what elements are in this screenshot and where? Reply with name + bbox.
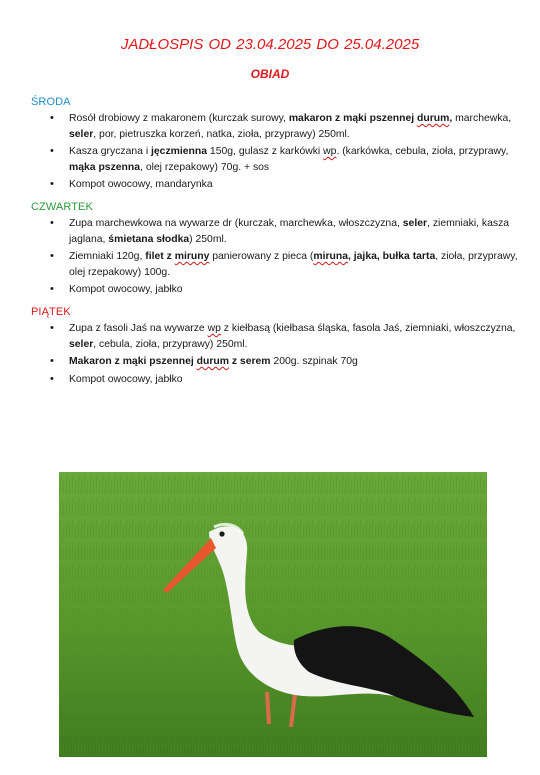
menu-item-text: Kompot owocowy, jabłko: [69, 284, 183, 296]
day-heading-czwartek: CZWARTEK: [31, 201, 93, 213]
menu-item-text: miruna: [313, 251, 348, 263]
menu-item-text: . (karkówka, cebula, zioła, przyprawy,: [336, 146, 509, 158]
menu-item: [31, 282, 521, 298]
menu-item-text: durum: [196, 356, 229, 368]
menu-item-text: Ziemniaki 120g,: [69, 251, 146, 263]
menu-item-text: , zioła, przyprawy, olej rzepakowy) 100g.: [69, 251, 518, 278]
menu-item-text: 150g, gulasz z karkówki: [207, 146, 324, 158]
menu-item-text: bułka tarta: [382, 251, 436, 263]
menu-item-text: panierowany z pieca (: [209, 251, 314, 263]
menu-item-text: , olej rzepakowy) 70g. + sos: [140, 161, 270, 173]
menu-item-text: Makaron z mąki pszennej: [69, 356, 197, 368]
menu-item: [31, 111, 521, 142]
menu-item: [31, 249, 521, 280]
menu-item: [31, 177, 521, 193]
menu-item: [31, 354, 521, 370]
menu-item-text: seler: [69, 128, 94, 140]
menu-item-text: ,: [449, 113, 453, 124]
menu-item-text: Rosół drobiowy z makaronem (kurczak surowy,: [69, 113, 289, 124]
menu-item-text: , ziemniaki, kasza jaglana,: [69, 218, 510, 245]
stork-photo: [59, 472, 487, 757]
menu-item-text: makaron z mąki pszennej: [288, 113, 418, 124]
day-heading-piatek: PIĄTEK: [31, 306, 71, 318]
menu-item-text: , cebula, zioła, przyprawy) 250ml.: [93, 338, 248, 350]
grass-texture: [59, 472, 487, 757]
menu-item-text: jęczmienna: [151, 146, 208, 158]
menu-item-text: z serem: [228, 356, 271, 368]
meal-subtitle: OBIAD: [250, 67, 290, 81]
menu-item-text: seler: [402, 218, 428, 229]
menu-list-sroda: [31, 111, 521, 195]
menu-item-text: ) 250ml.: [189, 233, 227, 245]
menu-item-text: filet z: [145, 251, 175, 263]
menu-item-text: jajka: [353, 251, 377, 263]
menu-list-czwartek: [31, 216, 521, 300]
menu-item-text: Kasza gryczana i: [69, 146, 152, 158]
menu-item-text: Zupa z fasoli Jaś na wywarze: [69, 323, 208, 334]
menu-item-text: wp: [323, 146, 337, 158]
menu-item: [31, 144, 521, 175]
menu-item-text: miruny: [174, 251, 210, 263]
menu-item-text: Zupa marchewkowa na wywarze dr (kurczak, marchewka, włoszczyzna,: [69, 218, 403, 229]
menu-item-text: 200g. szpinak 70g: [270, 356, 358, 368]
menu-item-text: , por, pietruszka korzeń, natka, zioła, przyprawy) 250ml.: [93, 128, 350, 140]
menu-item-text: Kompot owocowy, jabłko: [69, 373, 183, 385]
menu-item-text: ,: [376, 251, 383, 263]
menu-item-text: mąka pszenna: [69, 161, 141, 173]
menu-item-text: ,: [347, 251, 354, 263]
menu-list-piatek: [31, 321, 521, 389]
menu-item: [31, 321, 521, 352]
stork-eye: [219, 531, 224, 536]
menu-title: JADŁOSPIS OD 23.04.2025 DO 25.04.2025: [120, 36, 420, 53]
menu-item: [31, 216, 521, 247]
menu-item-text: durum: [417, 113, 450, 124]
menu-item-text: wp: [207, 323, 221, 334]
menu-item-text: seler: [69, 338, 94, 350]
menu-item-text: z kiełbasą (kiełbasa śląska, fasola Jaś, ziemniaki, włoszczyzna,: [220, 323, 516, 334]
menu-item: [31, 372, 521, 388]
menu-item-text: marchewka,: [452, 113, 512, 124]
menu-item-text: śmietana słodka: [108, 233, 190, 245]
menu-item-text: Kompot owocowy, mandarynka: [69, 179, 213, 191]
day-heading-sroda: ŚRODA: [31, 96, 71, 108]
